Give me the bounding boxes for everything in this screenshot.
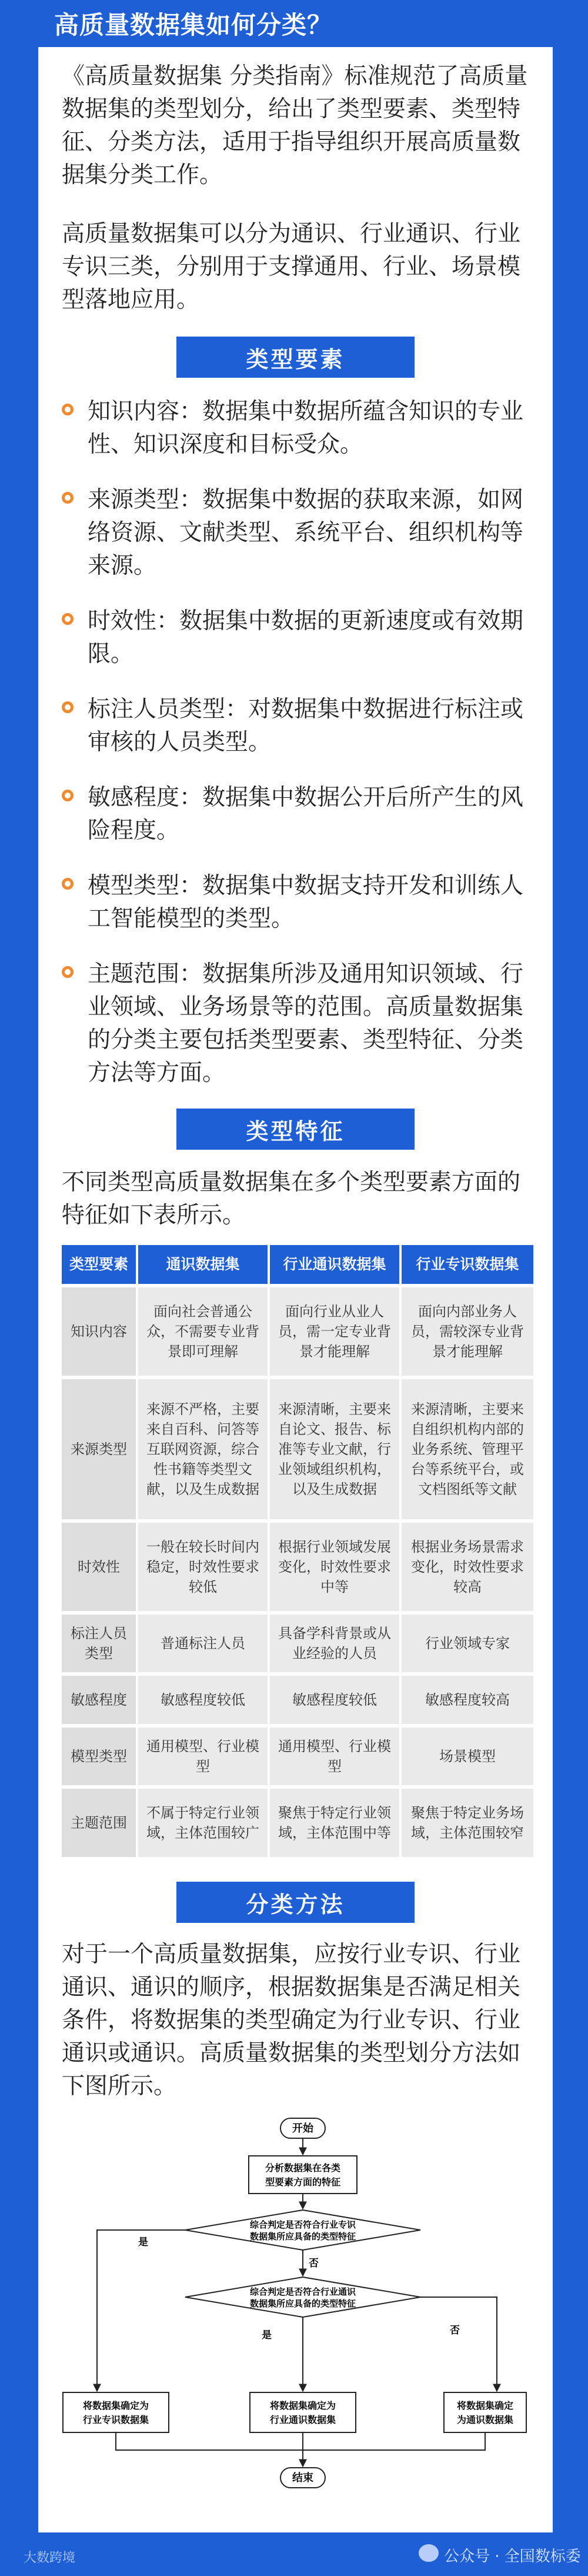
list-item-text: 敏感程度：数据集中数据公开后所产生的风险程度。 <box>88 784 524 844</box>
table-row <box>62 1287 533 1376</box>
flow-analyze-label-2: 型要素方面的特征 <box>265 2176 341 2188</box>
flow-decision-2-label-1: 综合判定是否符合行业通识 <box>249 2287 356 2297</box>
type-features-intro: 不同类型高质量数据集在多个类型要素方面的特征如下表所示。 <box>62 1169 521 1229</box>
bullet-icon <box>62 966 74 978</box>
flow-decision-1 <box>185 2210 420 2250</box>
flow-no-label-1: 否 <box>309 2258 319 2269</box>
table-cell: 面向行业从业人员，需一定专业背景才能理解 <box>270 1287 402 1376</box>
table-cell: 行业领域专家 <box>402 1615 533 1672</box>
content-card <box>38 47 553 2532</box>
table-header-cell: 行业通识数据集 <box>270 1245 402 1284</box>
table-cell: 一般在较长时间内稳定，时效性要求较低 <box>138 1523 270 1611</box>
list-item-text: 主题范围：数据集所涉及通用知识领域、行业领域、业务场景等的范围。高质量数据集的分类主要包括类型要素、类型特征、分类方法等方面。 <box>88 961 524 1086</box>
table-cell-key: 模型类型 <box>62 1728 138 1785</box>
wechat-icon <box>419 2544 439 2562</box>
flow-decision-1-label-2: 数据集所应具备的类型特征 <box>249 2231 356 2242</box>
table-cell: 来源清晰，主要来自组织机构内部的业务系统、管理平台等系统平台，或文档图纸等文献 <box>402 1379 533 1519</box>
table-cell: 聚焦于特定行业领域，主体范围中等 <box>270 1789 402 1857</box>
list-item-text: 时效性：数据集中数据的更新速度或有效期限。 <box>88 608 524 667</box>
list-item <box>62 870 529 936</box>
list-item-text: 知识内容：数据集中数据所蕴含知识的专业性、知识深度和目标受众。 <box>88 398 524 458</box>
bullet-icon <box>62 878 74 890</box>
bullet-icon <box>62 701 74 713</box>
footer-account-text: 公众号 · 全国数标委 <box>444 2548 581 2565</box>
list-item <box>62 395 529 461</box>
flow-result-2-label-2: 行业通识数据集 <box>269 2414 336 2425</box>
flow-result-1-label-1: 将数据集确定为 <box>82 2400 149 2411</box>
table-row <box>62 1728 533 1785</box>
flow-result-3-label-2: 为通识数据集 <box>456 2414 514 2425</box>
flow-result-1-label-2: 行业专识数据集 <box>82 2414 149 2425</box>
list-item-text: 模型类型：数据集中数据支持开发和训练人工智能模型的类型。 <box>88 873 524 932</box>
table-cell: 聚焦于特定业务场域，主体范围较窄 <box>402 1789 533 1857</box>
table-cell: 通用模型、行业模型 <box>138 1728 270 1785</box>
list-item <box>62 605 529 671</box>
bullet-icon <box>62 613 74 625</box>
table-cell-key: 知识内容 <box>62 1287 138 1376</box>
list-item-text: 来源类型：数据集中数据的获取来源，如网络资源、文献类型、系统平台、组织机构等来源。 <box>88 487 524 579</box>
section-header-type-elements: 类型要素 <box>176 337 415 378</box>
table-row <box>62 1379 533 1519</box>
list-item-text: 标注人员类型：对数据集中数据进行标注或审核的人员类型。 <box>88 696 524 756</box>
type-features-table <box>62 1242 533 1861</box>
flow-result-industry-specific <box>63 2392 169 2432</box>
flow-analyze-label-1: 分析数据集在各类 <box>265 2162 341 2174</box>
table-cell-key: 来源类型 <box>62 1379 138 1519</box>
intro-paragraph-1: 《高质量数据集 分类指南》标准规范了高质量数据集的类型划分，给出了类型要素、类型特征、分类方法，适用于指导组织开展高质量数据集分类工作。 <box>62 63 528 188</box>
intro-paragraph-2: 高质量数据集可以分为通识、行业通识、行业专识三类，分别用于支撑通用、行业、场景模型落地应用。 <box>62 221 521 313</box>
bullet-icon <box>62 404 74 415</box>
table-cell: 敏感程度较低 <box>270 1676 402 1724</box>
footer-logo-text: 大数跨境 <box>24 2551 76 2565</box>
flow-result-general <box>444 2392 526 2432</box>
table-cell: 根据业务场景需求变化，时效性要求较高 <box>402 1523 533 1611</box>
list-item <box>62 693 529 759</box>
table-header-cell: 类型要素 <box>62 1245 138 1284</box>
table-header-cell: 行业专识数据集 <box>402 1245 533 1284</box>
table-cell: 普通标注人员 <box>138 1615 270 1672</box>
table-cell: 具备学科背景或从业经验的人员 <box>270 1615 402 1672</box>
table-cell-key: 标注人员类型 <box>62 1615 138 1672</box>
flow-analyze-node <box>249 2156 357 2194</box>
table-header-cell: 通识数据集 <box>138 1245 270 1284</box>
table-cell: 来源不严格，主要来自百科、问答等互联网资源，综合性书籍等类型文献，以及生成数据 <box>138 1379 270 1519</box>
list-item <box>62 958 529 1090</box>
type-elements-list <box>62 395 529 1090</box>
table-cell: 不属于特定行业领域，主体范围较广 <box>138 1789 270 1857</box>
flow-result-3-label-1: 将数据集确定 <box>456 2400 514 2411</box>
flow-decision-2 <box>185 2277 420 2317</box>
table-row <box>62 1615 533 1672</box>
table-cell: 敏感程度较低 <box>138 1676 270 1724</box>
flow-result-industry-general <box>250 2392 356 2432</box>
footer <box>0 2536 588 2576</box>
bullet-icon <box>62 790 74 801</box>
classification-flowchart <box>62 2115 529 2497</box>
table-cell: 面向内部业务人员，需较深专业背景才能理解 <box>402 1287 533 1376</box>
list-item <box>62 484 529 583</box>
table-row <box>62 1676 533 1724</box>
table-cell: 来源清晰，主要来自论文、报告、标准等专业文献，行业领域组织机构，以及生成数据 <box>270 1379 402 1519</box>
table-cell: 面向社会普通公众，不需要专业背景即可理解 <box>138 1287 270 1376</box>
table-row <box>62 1523 533 1611</box>
table-cell-key: 敏感程度 <box>62 1676 138 1724</box>
flow-yes-label-1: 是 <box>138 2236 148 2248</box>
table-cell-key: 主题范围 <box>62 1789 138 1857</box>
table-cell: 场景模型 <box>402 1728 533 1785</box>
flow-yes-label-2: 是 <box>262 2329 272 2341</box>
table-cell-key: 时效性 <box>62 1523 138 1611</box>
table-cell: 根据行业领域发展变化，时效性要求中等 <box>270 1523 402 1611</box>
flow-no-label-2: 否 <box>450 2325 460 2337</box>
table-cell: 敏感程度较高 <box>402 1676 533 1724</box>
classification-method-intro: 对于一个高质量数据集，应按行业专识、行业通识、通识的顺序，根据数据集是否满足相关条件，将数据集的类型确定为行业专识、行业通识或通识。高质量数据集的类型划分方法如下图所示。 <box>62 1941 521 2099</box>
flow-start-label: 开始 <box>292 2122 313 2135</box>
section-header-type-features: 类型特征 <box>176 1109 415 1150</box>
flow-decision-2-label-2: 数据集所应具备的类型特征 <box>249 2298 356 2309</box>
section-header-classification-method: 分类方法 <box>176 1882 415 1923</box>
bullet-icon <box>62 492 74 504</box>
table-header-row <box>62 1245 533 1284</box>
table-row <box>62 1789 533 1857</box>
flow-decision-1-label-1: 综合判定是否符合行业专识 <box>249 2219 356 2230</box>
page-title: 高质量数据集如何分类？ <box>29 0 376 47</box>
flow-result-2-label-1: 将数据集确定为 <box>269 2400 336 2411</box>
list-item <box>62 781 529 847</box>
flow-end-label: 结束 <box>292 2472 313 2484</box>
table-cell: 通用模型、行业模型 <box>270 1728 402 1785</box>
